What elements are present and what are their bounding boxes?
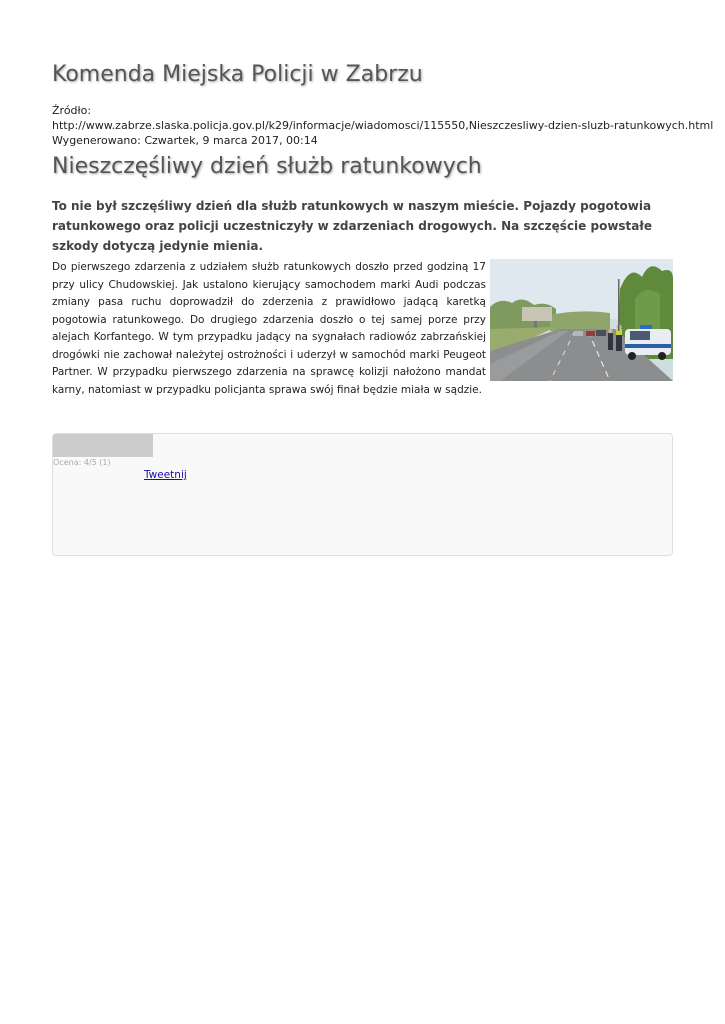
source-url: http://www.zabrze.slaska.policja.gov.pl/k29/informacje/wiadomosci/115550,Nieszczesliwy-dzien-sluzb-ratunkowych.html [52, 119, 714, 132]
rating-text: Ocena: 4/5 (1) [53, 458, 111, 467]
generated-date: Wygenerowano: Czwartek, 9 marca 2017, 00:14 [52, 134, 318, 147]
source-label: Źródło: [52, 104, 92, 117]
source-meta [52, 103, 714, 148]
site-title: Komenda Miejska Policji w Zabrzu [52, 62, 423, 87]
article-body: Do pierwszego zdarzenia z udziałem służb ratunkowych doszło przed godziną 17 przy ulicy Chudowskiej. Jak ustalono kierujący samochodem marki Audi podczas zmiany pasa ruchu doprowadził do zderzenia z prawidłowo jadącą karetką pogotowia ratunkowego. Do drugiego zdarzenia doszło o tej samej porze przy alejach Korfantego. W tym przypadku jadący na sygnałach radiowóz zabrzańskiej drogówki nie zachował należytej ostrożności i uderzył w samochód marki Peugeot Partner. W przypadku pierwszego zdarzenia na sprawcę kolizji nałożono mandat karny, natomiast w przypadku policjanta sprawa swój finał będzie miała w sądzie. [52, 261, 486, 396]
tweet-link[interactable]: Tweetnij [144, 469, 187, 481]
rating-panel [52, 433, 673, 556]
article-content [52, 259, 673, 399]
rating-stars-widget[interactable] [53, 434, 153, 457]
article-lead: To nie był szczęśliwy dzień dla służb ratunkowych w naszym mieście. Pojazdy pogotowia ratunkowego oraz policji uczestniczyły w zdarzeniach drogowych. Na szczęście powstałe szkody dotyczą jedynie mienia. [52, 199, 652, 253]
article-photo [490, 259, 673, 381]
article-title: Nieszczęśliwy dzień służb ratunkowych [52, 154, 482, 179]
